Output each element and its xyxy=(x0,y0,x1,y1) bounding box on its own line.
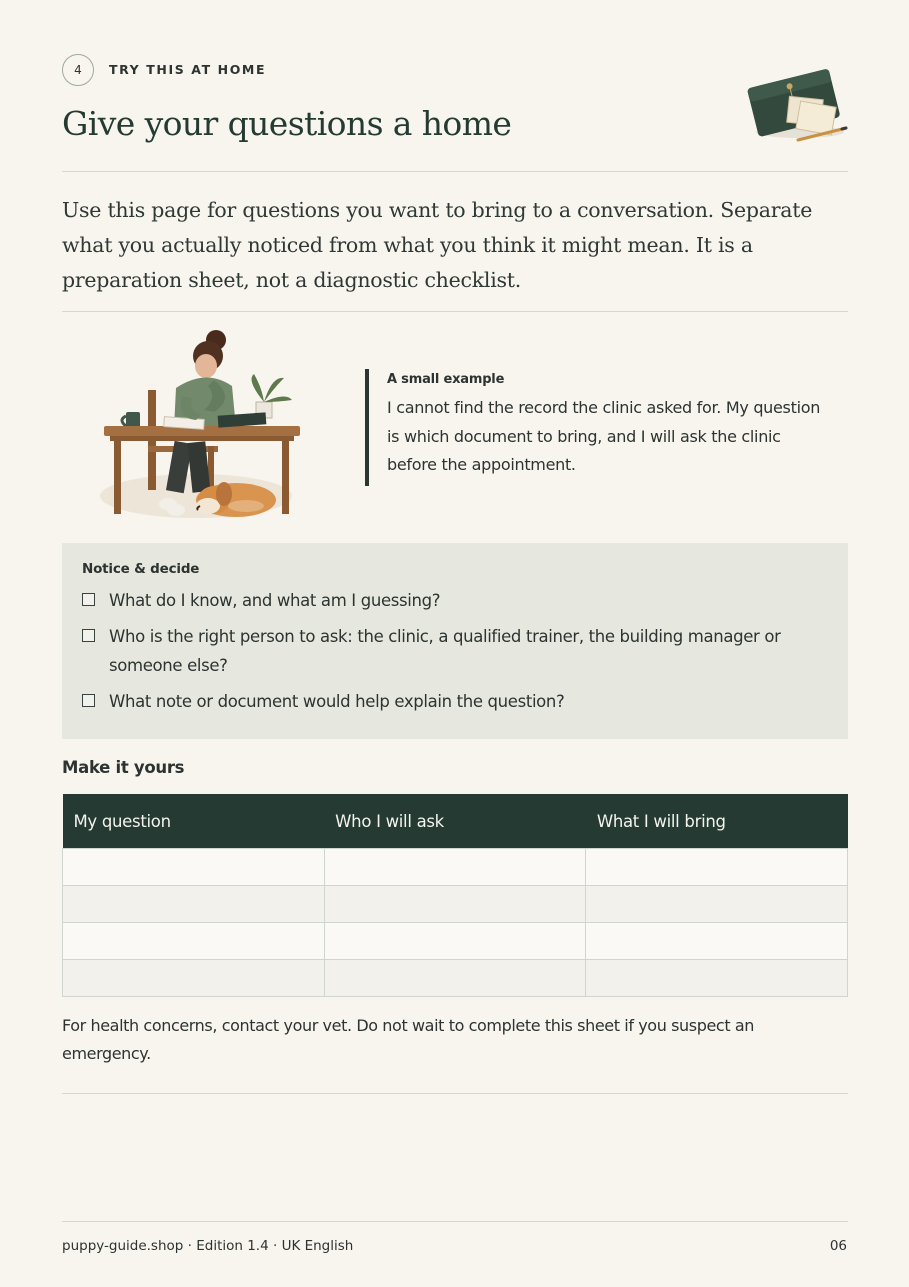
table-cell[interactable] xyxy=(586,849,848,886)
table-cell[interactable] xyxy=(586,923,848,960)
table-header-row xyxy=(63,794,848,849)
checkbox[interactable] xyxy=(82,629,95,642)
worksheet-heading: Make it yours xyxy=(62,758,185,777)
table-row xyxy=(63,849,848,886)
table-row xyxy=(63,960,848,997)
page-title: Give your questions a home xyxy=(62,104,512,143)
checklist-item-text: What note or document would help explain the question? xyxy=(109,692,565,711)
health-disclaimer: For health concerns, contact your vet. Do not wait to complete this sheet if you suspect an emergency. xyxy=(62,1016,755,1063)
checklist-item xyxy=(82,687,828,716)
table-cell[interactable] xyxy=(324,960,586,997)
footer-divider xyxy=(62,1221,848,1222)
section-eyebrow: TRY THIS AT HOME xyxy=(109,62,267,77)
page-number: 06 xyxy=(829,1238,847,1254)
checklist-item xyxy=(82,586,828,615)
table-cell[interactable] xyxy=(63,923,325,960)
table-cell[interactable] xyxy=(586,960,848,997)
section-number-badge: 4 xyxy=(62,54,94,86)
column-header-who-i-will-ask: Who I will ask xyxy=(324,794,586,849)
worksheet-table xyxy=(62,794,848,997)
table-row xyxy=(63,923,848,960)
table-row xyxy=(63,886,848,923)
table-cell[interactable] xyxy=(324,923,586,960)
table-cell[interactable] xyxy=(586,886,848,923)
checkbox[interactable] xyxy=(82,694,95,707)
example-text: I cannot find the record the clinic asked for. My question is which document to bring, and I will ask the clinic before the appointment. xyxy=(387,398,821,474)
table-cell[interactable] xyxy=(63,849,325,886)
example-callout xyxy=(365,369,835,486)
checklist xyxy=(82,586,828,716)
column-header-my-question: My question xyxy=(63,794,325,849)
divider xyxy=(62,1093,848,1094)
column-header-what-i-will-bring: What I will bring xyxy=(586,794,848,849)
divider xyxy=(62,171,848,172)
intro-paragraph: Use this page for questions you want to bring to a conversation. Separate what you actually noticed from what you think it might mean. It is a preparation sheet, not a diagnostic checklist. xyxy=(62,198,813,292)
person-at-desk-with-puppy-icon xyxy=(96,328,306,524)
checklist-item xyxy=(82,622,828,680)
divider xyxy=(62,311,848,312)
table-cell[interactable] xyxy=(63,886,325,923)
checkbox[interactable] xyxy=(82,593,95,606)
checklist-item-text: Who is the right person to ask: the clinic, a qualified trainer, the building manager or someone else? xyxy=(109,627,781,675)
notice-and-decide-box xyxy=(62,543,848,739)
table-cell[interactable] xyxy=(324,886,586,923)
table-cell[interactable] xyxy=(63,960,325,997)
folder-icon xyxy=(742,56,852,146)
notice-title: Notice & decide xyxy=(82,561,200,577)
checklist-item-text: What do I know, and what am I guessing? xyxy=(109,591,441,610)
footer-source: puppy-guide.shop · Edition 1.4 · UK English xyxy=(62,1238,354,1254)
example-label: A small example xyxy=(387,372,505,387)
table-cell[interactable] xyxy=(324,849,586,886)
